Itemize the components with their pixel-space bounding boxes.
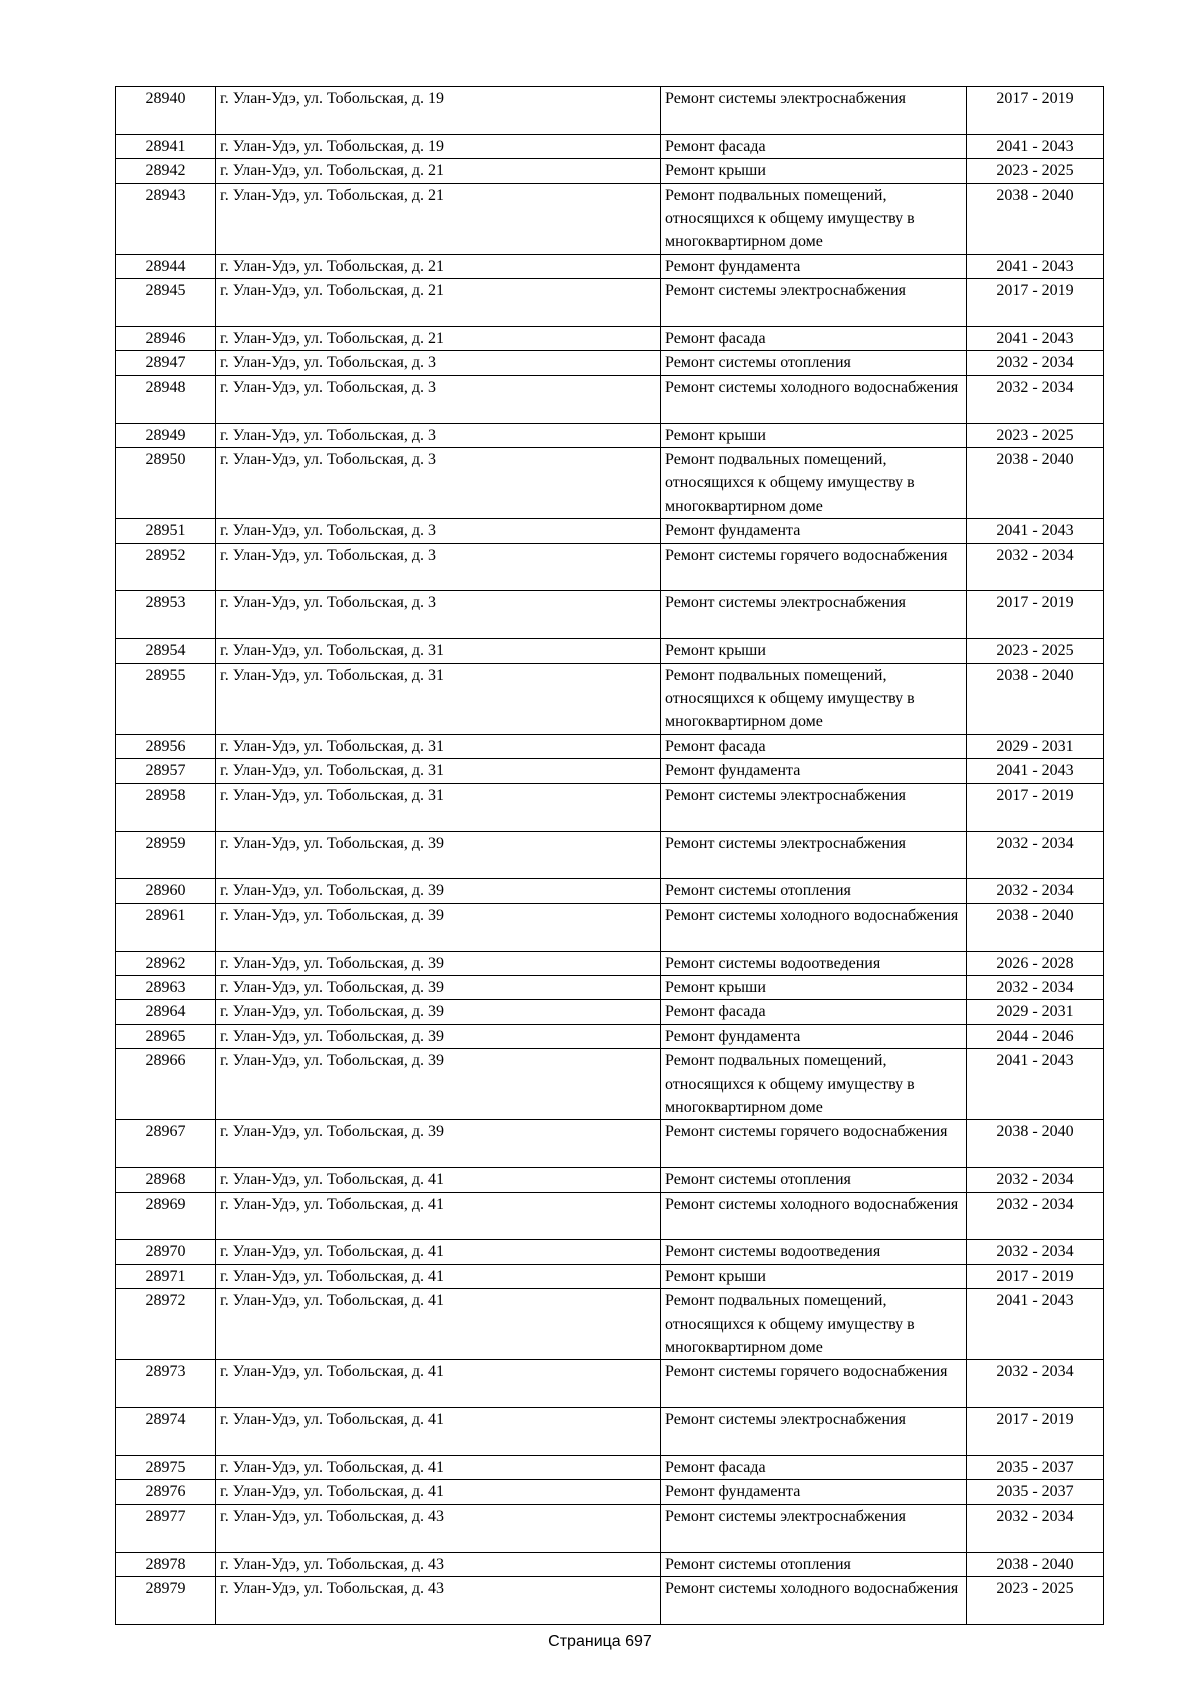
- row-id-cell: 28959: [116, 831, 216, 879]
- address-cell: г. Улан-Удэ, ул. Тобольская, д. 21: [216, 183, 661, 254]
- work-type-cell: Ремонт крыши: [661, 1264, 967, 1288]
- period-cell: 2017 - 2019: [967, 1264, 1104, 1288]
- address-cell: г. Улан-Удэ, ул. Тобольская, д. 21: [216, 159, 661, 183]
- table-row: [116, 423, 1104, 447]
- work-type-cell: Ремонт системы отопления: [661, 879, 967, 903]
- period-cell: 2029 - 2031: [967, 734, 1104, 758]
- work-type-cell: Ремонт системы электроснабжения: [661, 831, 967, 879]
- row-id-cell: 28961: [116, 903, 216, 951]
- work-type-cell: Ремонт фасада: [661, 734, 967, 758]
- period-cell: 2038 - 2040: [967, 448, 1104, 519]
- address-cell: г. Улан-Удэ, ул. Тобольская, д. 41: [216, 1480, 661, 1504]
- work-type-cell: Ремонт подвальных помещений, относящихся к общему имуществу в многоквартирном доме: [661, 1049, 967, 1120]
- period-cell: 2035 - 2037: [967, 1455, 1104, 1479]
- work-type-cell: Ремонт крыши: [661, 423, 967, 447]
- table-row: [116, 87, 1104, 135]
- row-id-cell: 28975: [116, 1455, 216, 1479]
- table-row: [116, 1480, 1104, 1504]
- address-cell: г. Улан-Удэ, ул. Тобольская, д. 3: [216, 591, 661, 639]
- work-type-cell: Ремонт крыши: [661, 639, 967, 663]
- table-row: [116, 1049, 1104, 1120]
- repair-schedule-table: [115, 86, 1104, 1625]
- work-type-cell: Ремонт крыши: [661, 159, 967, 183]
- work-type-cell: Ремонт системы холодного водоснабжения: [661, 1192, 967, 1240]
- work-type-cell: Ремонт подвальных помещений, относящихся к общему имуществу в многоквартирном доме: [661, 183, 967, 254]
- period-cell: 2023 - 2025: [967, 159, 1104, 183]
- table-row: [116, 831, 1104, 879]
- page-number: Страница 697: [548, 1633, 652, 1650]
- address-cell: г. Улан-Удэ, ул. Тобольская, д. 39: [216, 831, 661, 879]
- row-id-cell: 28968: [116, 1168, 216, 1192]
- row-id-cell: 28951: [116, 519, 216, 543]
- period-cell: 2038 - 2040: [967, 663, 1104, 734]
- period-cell: 2023 - 2025: [967, 1576, 1104, 1624]
- table-row: [116, 519, 1104, 543]
- work-type-cell: Ремонт подвальных помещений, относящихся к общему имуществу в многоквартирном доме: [661, 663, 967, 734]
- table-row: [116, 327, 1104, 351]
- address-cell: г. Улан-Удэ, ул. Тобольская, д. 31: [216, 783, 661, 831]
- table-row: [116, 1360, 1104, 1408]
- address-cell: г. Улан-Удэ, ул. Тобольская, д. 43: [216, 1576, 661, 1624]
- row-id-cell: 28970: [116, 1240, 216, 1264]
- period-cell: 2041 - 2043: [967, 254, 1104, 278]
- work-type-cell: Ремонт фундамента: [661, 1480, 967, 1504]
- address-cell: г. Улан-Удэ, ул. Тобольская, д. 41: [216, 1408, 661, 1456]
- work-type-cell: Ремонт фундамента: [661, 1024, 967, 1048]
- row-id-cell: 28958: [116, 783, 216, 831]
- address-cell: г. Улан-Удэ, ул. Тобольская, д. 39: [216, 975, 661, 999]
- work-type-cell: Ремонт системы холодного водоснабжения: [661, 903, 967, 951]
- table-row: [116, 1289, 1104, 1360]
- table-row: [116, 879, 1104, 903]
- period-cell: 2017 - 2019: [967, 783, 1104, 831]
- table-row: [116, 543, 1104, 591]
- address-cell: г. Улан-Удэ, ул. Тобольская, д. 41: [216, 1264, 661, 1288]
- row-id-cell: 28943: [116, 183, 216, 254]
- period-cell: 2023 - 2025: [967, 639, 1104, 663]
- address-cell: г. Улан-Удэ, ул. Тобольская, д. 21: [216, 254, 661, 278]
- work-type-cell: Ремонт системы водоотведения: [661, 1240, 967, 1264]
- table-row: [116, 1192, 1104, 1240]
- work-type-cell: Ремонт фундамента: [661, 254, 967, 278]
- row-id-cell: 28979: [116, 1576, 216, 1624]
- work-type-cell: Ремонт фасада: [661, 327, 967, 351]
- period-cell: 2038 - 2040: [967, 1120, 1104, 1168]
- period-cell: 2017 - 2019: [967, 87, 1104, 135]
- work-type-cell: Ремонт системы электроснабжения: [661, 87, 967, 135]
- table-row: [116, 1120, 1104, 1168]
- table-row: [116, 279, 1104, 327]
- table-row: [116, 951, 1104, 975]
- table-row: [116, 903, 1104, 951]
- period-cell: 2035 - 2037: [967, 1480, 1104, 1504]
- address-cell: г. Улан-Удэ, ул. Тобольская, д. 43: [216, 1552, 661, 1576]
- address-cell: г. Улан-Удэ, ул. Тобольская, д. 39: [216, 1024, 661, 1048]
- table-row: [116, 183, 1104, 254]
- table-row: [116, 254, 1104, 278]
- address-cell: г. Улан-Удэ, ул. Тобольская, д. 41: [216, 1360, 661, 1408]
- address-cell: г. Улан-Удэ, ул. Тобольская, д. 19: [216, 134, 661, 158]
- row-id-cell: 28955: [116, 663, 216, 734]
- period-cell: 2032 - 2034: [967, 375, 1104, 423]
- work-type-cell: Ремонт фундамента: [661, 519, 967, 543]
- period-cell: 2017 - 2019: [967, 279, 1104, 327]
- row-id-cell: 28964: [116, 1000, 216, 1024]
- row-id-cell: 28956: [116, 734, 216, 758]
- work-type-cell: Ремонт фасада: [661, 134, 967, 158]
- work-type-cell: Ремонт системы электроснабжения: [661, 1504, 967, 1552]
- table-row: [116, 783, 1104, 831]
- table-row: [116, 375, 1104, 423]
- row-id-cell: 28974: [116, 1408, 216, 1456]
- period-cell: 2032 - 2034: [967, 351, 1104, 375]
- row-id-cell: 28952: [116, 543, 216, 591]
- table-row: [116, 351, 1104, 375]
- row-id-cell: 28948: [116, 375, 216, 423]
- address-cell: г. Улан-Удэ, ул. Тобольская, д. 21: [216, 327, 661, 351]
- address-cell: г. Улан-Удэ, ул. Тобольская, д. 3: [216, 351, 661, 375]
- table-row: [116, 591, 1104, 639]
- table-row: [116, 1408, 1104, 1456]
- work-type-cell: Ремонт системы водоотведения: [661, 951, 967, 975]
- table-row: [116, 1024, 1104, 1048]
- row-id-cell: 28944: [116, 254, 216, 278]
- table-row: [116, 639, 1104, 663]
- table-row: [116, 663, 1104, 734]
- address-cell: г. Улан-Удэ, ул. Тобольская, д. 31: [216, 734, 661, 758]
- address-cell: г. Улан-Удэ, ул. Тобольская, д. 31: [216, 663, 661, 734]
- work-type-cell: Ремонт системы электроснабжения: [661, 783, 967, 831]
- table-row: [116, 134, 1104, 158]
- work-type-cell: Ремонт системы отопления: [661, 1552, 967, 1576]
- address-cell: г. Улан-Удэ, ул. Тобольская, д. 41: [216, 1168, 661, 1192]
- row-id-cell: 28954: [116, 639, 216, 663]
- row-id-cell: 28972: [116, 1289, 216, 1360]
- address-cell: г. Улан-Удэ, ул. Тобольская, д. 31: [216, 759, 661, 783]
- address-cell: г. Улан-Удэ, ул. Тобольская, д. 39: [216, 903, 661, 951]
- work-type-cell: Ремонт системы горячего водоснабжения: [661, 1360, 967, 1408]
- table-row: [116, 448, 1104, 519]
- period-cell: 2032 - 2034: [967, 975, 1104, 999]
- period-cell: 2032 - 2034: [967, 831, 1104, 879]
- period-cell: 2017 - 2019: [967, 1408, 1104, 1456]
- period-cell: 2023 - 2025: [967, 423, 1104, 447]
- period-cell: 2038 - 2040: [967, 183, 1104, 254]
- row-id-cell: 28941: [116, 134, 216, 158]
- work-type-cell: Ремонт фундамента: [661, 759, 967, 783]
- address-cell: г. Улан-Удэ, ул. Тобольская, д. 41: [216, 1455, 661, 1479]
- row-id-cell: 28976: [116, 1480, 216, 1504]
- row-id-cell: 28969: [116, 1192, 216, 1240]
- table-row: [116, 1504, 1104, 1552]
- row-id-cell: 28977: [116, 1504, 216, 1552]
- address-cell: г. Улан-Удэ, ул. Тобольская, д. 43: [216, 1504, 661, 1552]
- work-type-cell: Ремонт системы холодного водоснабжения: [661, 375, 967, 423]
- address-cell: г. Улан-Удэ, ул. Тобольская, д. 21: [216, 279, 661, 327]
- table-row: [116, 734, 1104, 758]
- period-cell: 2032 - 2034: [967, 1360, 1104, 1408]
- table-row: [116, 1240, 1104, 1264]
- table-body: [116, 87, 1104, 1625]
- row-id-cell: 28940: [116, 87, 216, 135]
- work-type-cell: Ремонт системы электроснабжения: [661, 279, 967, 327]
- period-cell: 2041 - 2043: [967, 1049, 1104, 1120]
- row-id-cell: 28960: [116, 879, 216, 903]
- address-cell: г. Улан-Удэ, ул. Тобольская, д. 3: [216, 448, 661, 519]
- row-id-cell: 28942: [116, 159, 216, 183]
- address-cell: г. Улан-Удэ, ул. Тобольская, д. 39: [216, 951, 661, 975]
- period-cell: 2044 - 2046: [967, 1024, 1104, 1048]
- row-id-cell: 28963: [116, 975, 216, 999]
- period-cell: 2032 - 2034: [967, 1168, 1104, 1192]
- address-cell: г. Улан-Удэ, ул. Тобольская, д. 39: [216, 1000, 661, 1024]
- row-id-cell: 28947: [116, 351, 216, 375]
- period-cell: 2017 - 2019: [967, 591, 1104, 639]
- work-type-cell: Ремонт подвальных помещений, относящихся к общему имуществу в многоквартирном доме: [661, 448, 967, 519]
- address-cell: г. Улан-Удэ, ул. Тобольская, д. 39: [216, 1120, 661, 1168]
- table-row: [116, 1455, 1104, 1479]
- period-cell: 2041 - 2043: [967, 1289, 1104, 1360]
- table-row: [116, 1576, 1104, 1624]
- period-cell: 2041 - 2043: [967, 759, 1104, 783]
- work-type-cell: Ремонт подвальных помещений, относящихся к общему имуществу в многоквартирном доме: [661, 1289, 967, 1360]
- address-cell: г. Улан-Удэ, ул. Тобольская, д. 41: [216, 1289, 661, 1360]
- period-cell: 2041 - 2043: [967, 134, 1104, 158]
- period-cell: 2029 - 2031: [967, 1000, 1104, 1024]
- address-cell: г. Улан-Удэ, ул. Тобольская, д. 41: [216, 1240, 661, 1264]
- period-cell: 2032 - 2034: [967, 1504, 1104, 1552]
- address-cell: г. Улан-Удэ, ул. Тобольская, д. 3: [216, 519, 661, 543]
- period-cell: 2038 - 2040: [967, 1552, 1104, 1576]
- work-type-cell: Ремонт фасада: [661, 1455, 967, 1479]
- work-type-cell: Ремонт системы электроснабжения: [661, 591, 967, 639]
- row-id-cell: 28962: [116, 951, 216, 975]
- address-cell: г. Улан-Удэ, ул. Тобольская, д. 39: [216, 879, 661, 903]
- period-cell: 2032 - 2034: [967, 879, 1104, 903]
- period-cell: 2041 - 2043: [967, 327, 1104, 351]
- period-cell: 2032 - 2034: [967, 1192, 1104, 1240]
- work-type-cell: Ремонт крыши: [661, 975, 967, 999]
- table-row: [116, 1264, 1104, 1288]
- row-id-cell: 28945: [116, 279, 216, 327]
- work-type-cell: Ремонт системы холодного водоснабжения: [661, 1576, 967, 1624]
- address-cell: г. Улан-Удэ, ул. Тобольская, д. 39: [216, 1049, 661, 1120]
- address-cell: г. Улан-Удэ, ул. Тобольская, д. 31: [216, 639, 661, 663]
- address-cell: г. Улан-Удэ, ул. Тобольская, д. 3: [216, 423, 661, 447]
- table-row: [116, 159, 1104, 183]
- period-cell: 2041 - 2043: [967, 519, 1104, 543]
- row-id-cell: 28953: [116, 591, 216, 639]
- work-type-cell: Ремонт системы электроснабжения: [661, 1408, 967, 1456]
- row-id-cell: 28950: [116, 448, 216, 519]
- row-id-cell: 28966: [116, 1049, 216, 1120]
- row-id-cell: 28957: [116, 759, 216, 783]
- work-type-cell: Ремонт системы горячего водоснабжения: [661, 543, 967, 591]
- period-cell: 2038 - 2040: [967, 903, 1104, 951]
- table-row: [116, 975, 1104, 999]
- table-row: [116, 1000, 1104, 1024]
- work-type-cell: Ремонт системы отопления: [661, 1168, 967, 1192]
- period-cell: 2032 - 2034: [967, 1240, 1104, 1264]
- table-row: [116, 1552, 1104, 1576]
- period-cell: 2026 - 2028: [967, 951, 1104, 975]
- address-cell: г. Улан-Удэ, ул. Тобольская, д. 3: [216, 375, 661, 423]
- table-row: [116, 759, 1104, 783]
- row-id-cell: 28946: [116, 327, 216, 351]
- work-type-cell: Ремонт системы горячего водоснабжения: [661, 1120, 967, 1168]
- period-cell: 2032 - 2034: [967, 543, 1104, 591]
- table-row: [116, 1168, 1104, 1192]
- address-cell: г. Улан-Удэ, ул. Тобольская, д. 41: [216, 1192, 661, 1240]
- address-cell: г. Улан-Удэ, ул. Тобольская, д. 19: [216, 87, 661, 135]
- row-id-cell: 28973: [116, 1360, 216, 1408]
- row-id-cell: 28949: [116, 423, 216, 447]
- work-type-cell: Ремонт системы отопления: [661, 351, 967, 375]
- row-id-cell: 28978: [116, 1552, 216, 1576]
- row-id-cell: 28965: [116, 1024, 216, 1048]
- address-cell: г. Улан-Удэ, ул. Тобольская, д. 3: [216, 543, 661, 591]
- work-type-cell: Ремонт фасада: [661, 1000, 967, 1024]
- row-id-cell: 28967: [116, 1120, 216, 1168]
- row-id-cell: 28971: [116, 1264, 216, 1288]
